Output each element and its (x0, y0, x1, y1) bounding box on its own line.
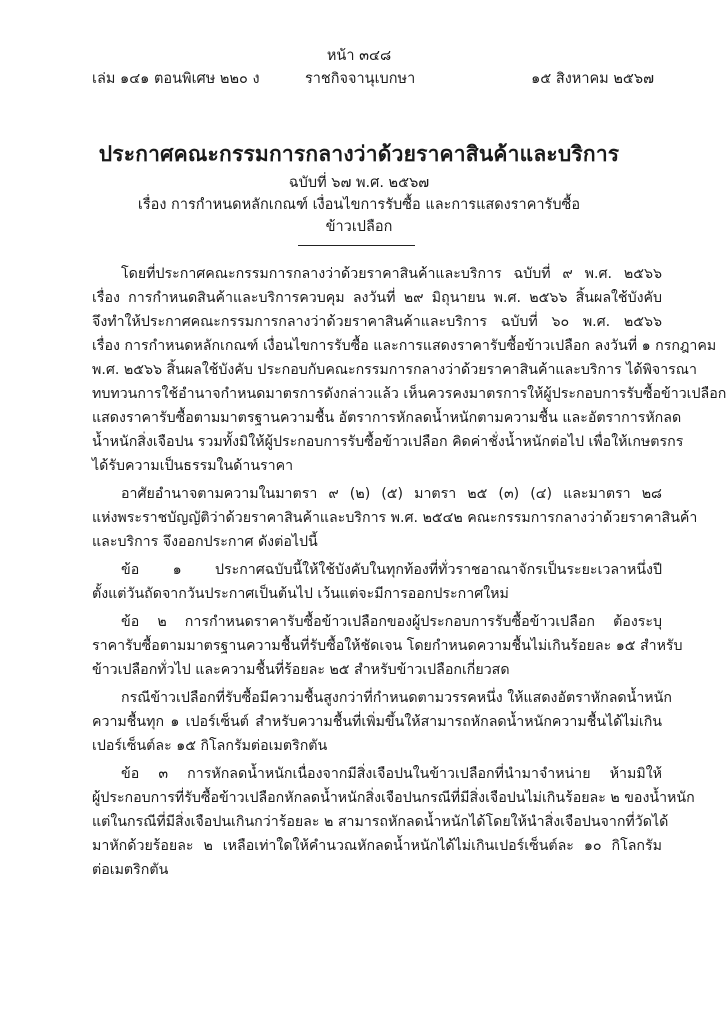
paragraph-line: ต่อเมตริกตัน (92, 862, 169, 878)
issue-number: ฉบับที่ ๖๗ พ.ศ. ๒๕๖๗ (288, 175, 430, 191)
publication-date: ๑๕ สิงหาคม ๒๕๖๗ (531, 71, 654, 87)
paragraph-line: และบริการ จึงออกประกาศ ดังต่อไปนี้ (92, 534, 318, 550)
paragraph-line: ข้อ ๑ ประกาศฉบับนี้ให้ใช้บังคับในทุกท้องที่ทั่วราชอาณาจักรเป็นระยะเวลาหนึ่งปี (121, 562, 662, 578)
paragraph-line: เรื่อง การกำหนดหลักเกณฑ์ เงื่อนไขการรับซื้อ และการแสดงราคารับซื้อข้าวเปลือก ลงวันที่ ๑ กรกฎาคม (92, 338, 717, 354)
paragraph-line: จึงทำให้ประกาศคณะกรรมการกลางว่าด้วยราคาสินค้าและบริการ ฉบับที่ ๖๐ พ.ศ. ๒๕๖๖ (92, 314, 662, 330)
document-body (92, 262, 726, 882)
paragraph-line: อาศัยอำนาจตามความในมาตรา ๙ (๒) (๕) มาตรา ๒๕ (๓) (๔) และมาตรา ๒๘ (121, 486, 662, 502)
title-divider (298, 245, 415, 246)
paragraph-line: ผู้ประกอบการที่รับซื้อข้าวเปลือกหักลดน้ำหนักสิ่งเจือปนกรณีที่มีสิ่งเจือปนไม่เกินร้อยละ ๒ ของน้ำหนัก (92, 790, 695, 806)
paragraph-line: แห่งพระราชบัญญัติว่าด้วยราคาสินค้าและบริการ พ.ศ. ๒๕๔๒ คณะกรรมการกลางว่าด้วยราคาสินค้า (92, 510, 698, 526)
paragraph-line: ทบทวนการใช้อำนาจกำหนดมาตรการดังกล่าวแล้ว เห็นควรคงมาตรการให้ผู้ประกอบการรับซื้อข้าวเปลือก (92, 386, 726, 402)
paragraph (92, 610, 683, 682)
paragraph-line: น้ำหนักสิ่งเจือปน รวมทั้งมิให้ผู้ประกอบการรับซื้อข้าวเปลือก คิดค่าชั่งน้ำหนักต่อไป เพื่อให้เกษตรกร (92, 434, 684, 450)
paragraph-line: โดยที่ประกาศคณะกรรมการกลางว่าด้วยราคาสินค้าและบริการ ฉบับที่ ๙ พ.ศ. ๒๕๖๖ (121, 266, 662, 282)
paragraph (92, 686, 672, 758)
paragraph-line: มาหักด้วยร้อยละ ๒ เหลือเท่าใดให้คำนวณหักลดน้ำหนักได้ไม่เกินเปอร์เซ็นต์ละ ๑๐ กิโลกรัม (92, 838, 662, 854)
paragraph-line: ข้อ ๓ การหักลดน้ำหนักเนื่องจากมีสิ่งเจือปนในข้าวเปลือกที่นำมาจำหน่าย ห้ามมิให้ (121, 766, 662, 782)
paragraph-line: ข้อ ๒ การกำหนดราคารับซื้อข้าวเปลือกของผู้ประกอบการรับซื้อข้าวเปลือก ต้องระบุ (121, 614, 662, 630)
paragraph (92, 482, 698, 554)
page-number: หน้า ๓๔๘ (326, 48, 392, 64)
paragraph-line: พ.ศ. ๒๕๖๖ สิ้นผลใช้บังคับ ประกอบกับคณะกรรมการกลางว่าด้วยราคาสินค้าและบริการ ได้พิจารณา (92, 362, 697, 378)
paragraph-line: ตั้งแต่วันถัดจากวันประกาศเป็นต้นไป เว้นแต่จะมีการออกประกาศใหม่ (92, 586, 509, 602)
paragraph-line: ความชื้นทุก ๑ เปอร์เซ็นต์ สำหรับความชื้นที่เพิ่มขึ้นให้สามารถหักลดน้ำหนักความชื้นได้ไม่เกิน (92, 714, 662, 730)
paragraph-line: เปอร์เซ็นต์ละ ๑๕ กิโลกรัมต่อเมตริกตัน (92, 738, 328, 754)
paragraph-line: แสดงราคารับซื้อตามมาตรฐานความชื้น อัตราการหักลดน้ำหนักตามความชื้น และอัตราการหักลด (92, 410, 682, 426)
publication-name: ราชกิจจานุเบกษา (305, 71, 416, 87)
volume-info: เล่ม ๑๔๑ ตอนพิเศษ ๒๒๐ ง (92, 71, 260, 87)
paragraph (92, 262, 726, 478)
subject-line-1: เรื่อง การกำหนดหลักเกณฑ์ เงื่อนไขการรับซื้อ และการแสดงราคารับซื้อ (137, 197, 581, 213)
subject-line-2: ข้าวเปลือก (325, 219, 393, 235)
paragraph-line: กรณีข้าวเปลือกที่รับซื้อมีความชื้นสูงกว่าที่กำหนดตามวรรคหนึ่ง ให้แสดงอัตราหักลดน้ำหนัก (121, 690, 672, 706)
paragraph-line: เรื่อง การกำหนดสินค้าและบริการควบคุม ลงวันที่ ๒๙ มิถุนายน พ.ศ. ๒๕๖๖ สิ้นผลใช้บังคับ (92, 290, 662, 306)
paragraph-line: ได้รับความเป็นธรรมในด้านราคา (92, 458, 294, 474)
paragraph (92, 558, 662, 606)
paragraph-line: ราคารับซื้อตามมาตรฐานความชื้นที่รับซื้อให้ชัดเจน โดยกำหนดความชื้นไม่เกินร้อยละ ๑๕ สำหรับ (92, 638, 683, 654)
paragraph (92, 762, 695, 882)
paragraph-line: ข้าวเปลือกทั่วไป และความชื้นที่ร้อยละ ๒๕ สำหรับข้าวเปลือกเกี่ยวสด (92, 662, 510, 678)
document-title: ประกาศคณะกรรมการกลางว่าด้วยราคาสินค้าและบริการ (98, 142, 620, 166)
paragraph-line: แต่ในกรณีที่มีสิ่งเจือปนเกินกว่าร้อยละ ๒ สามารถหักลดน้ำหนักได้โดยให้นำสิ่งเจือปนจากที่วัดได้ (92, 814, 669, 830)
